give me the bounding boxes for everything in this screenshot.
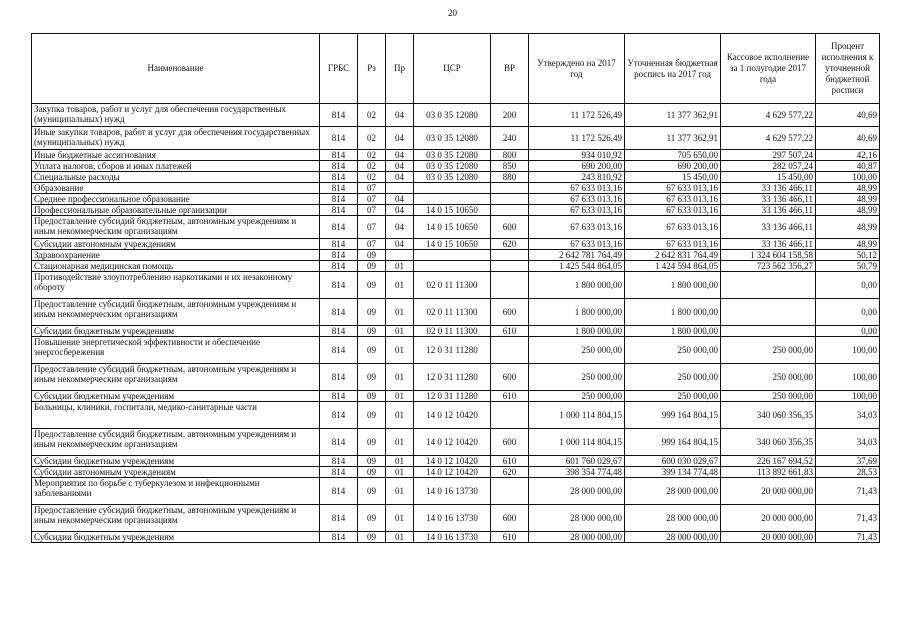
table-row <box>32 364 880 391</box>
cell-csr: 14 0 16 13730 <box>414 532 491 543</box>
cell-name: Повышение энергетической эффективности и обеспечение энергосбережения <box>32 337 320 364</box>
cell-vr: 880 <box>491 172 529 183</box>
cell-vr: 610 <box>491 456 529 467</box>
cell-cash: 20 000 000,00 <box>721 532 816 543</box>
cell-csr: 02 0 11 11300 <box>414 272 491 299</box>
cell-percent: 100,00 <box>816 364 880 391</box>
cell-approved: 28 000 000,00 <box>529 505 625 532</box>
table-row <box>32 532 880 543</box>
cell-refined: 250 000,00 <box>625 337 721 364</box>
cell-csr: 03 0 35 12080 <box>414 150 491 161</box>
table-row <box>32 104 880 127</box>
cell-vr: 850 <box>491 161 529 172</box>
cell-cash: 33 136 466,11 <box>721 194 816 205</box>
cell-name: Закупка товаров, работ и услуг для обеспечения государственных (муниципальных) нужд <box>32 104 320 127</box>
cell-percent: 28,53 <box>816 467 880 478</box>
cell-pr: 01 <box>386 272 414 299</box>
cell-name: Профессиональные образовательные организации <box>32 205 320 216</box>
cell-grbs: 814 <box>320 250 358 261</box>
cell-percent: 37,69 <box>816 456 880 467</box>
cell-percent: 48,99 <box>816 216 880 239</box>
cell-approved: 250 000,00 <box>529 364 625 391</box>
cell-refined: 1 424 594 864,05 <box>625 261 721 272</box>
cell-pr: 01 <box>386 532 414 543</box>
cell-csr: 12 0 31 11280 <box>414 337 491 364</box>
cell-vr <box>491 337 529 364</box>
cell-rz: 09 <box>358 364 386 391</box>
cell-cash: 282 057,24 <box>721 161 816 172</box>
cell-cash: 1 324 604 158,58 <box>721 250 816 261</box>
cell-name: Предоставление субсидий бюджетным, автономным учреждениям и иным некоммерческим организациям <box>32 216 320 239</box>
cell-vr: 610 <box>491 532 529 543</box>
cell-refined: 250 000,00 <box>625 364 721 391</box>
cell-grbs: 814 <box>320 172 358 183</box>
cell-approved: 28 000 000,00 <box>529 532 625 543</box>
cell-grbs: 814 <box>320 391 358 402</box>
cell-csr <box>414 194 491 205</box>
cell-name: Среднее профессиональное образование <box>32 194 320 205</box>
cell-percent: 48,99 <box>816 205 880 216</box>
cell-vr: 200 <box>491 104 529 127</box>
cell-cash: 15 450,00 <box>721 172 816 183</box>
cell-cash: 33 136 466,11 <box>721 205 816 216</box>
cell-percent: 100,00 <box>816 172 880 183</box>
cell-rz: 09 <box>358 261 386 272</box>
cell-refined: 67 633 013,16 <box>625 216 721 239</box>
cell-refined: 28 000 000,00 <box>625 478 721 505</box>
cell-vr <box>491 183 529 194</box>
cell-refined: 1 800 000,00 <box>625 299 721 326</box>
cell-percent: 71,43 <box>816 532 880 543</box>
cell-name: Субсидии автономным учреждениям <box>32 239 320 250</box>
cell-vr: 600 <box>491 505 529 532</box>
cell-rz: 07 <box>358 239 386 250</box>
cell-name: Мероприятия по борьбе с туберкулезом и инфекционными заболеваниями <box>32 478 320 505</box>
cell-percent: 48,99 <box>816 194 880 205</box>
cell-grbs: 814 <box>320 272 358 299</box>
cell-name: Стационарная медицинская помощь <box>32 261 320 272</box>
table-row <box>32 172 880 183</box>
cell-csr: 02 0 11 11300 <box>414 326 491 337</box>
cell-approved: 67 633 013,16 <box>529 183 625 194</box>
cell-approved: 934 010,92 <box>529 150 625 161</box>
cell-refined: 28 000 000,00 <box>625 505 721 532</box>
cell-rz: 09 <box>358 478 386 505</box>
cell-pr: 04 <box>386 216 414 239</box>
cell-csr: 03 0 35 12080 <box>414 104 491 127</box>
cell-percent: 50,79 <box>816 261 880 272</box>
cell-refined: 399 134 774,48 <box>625 467 721 478</box>
cell-refined: 28 000 000,00 <box>625 532 721 543</box>
cell-rz: 09 <box>358 391 386 402</box>
cell-rz: 02 <box>358 150 386 161</box>
cell-vr <box>491 261 529 272</box>
cell-pr: 04 <box>386 172 414 183</box>
cell-percent: 40,87 <box>816 161 880 172</box>
cell-csr: 14 0 15 10650 <box>414 239 491 250</box>
cell-name: Субсидии бюджетным учреждениям <box>32 532 320 543</box>
table-row <box>32 250 880 261</box>
cell-approved: 67 633 013,16 <box>529 216 625 239</box>
cell-pr: 04 <box>386 161 414 172</box>
cell-rz: 09 <box>358 250 386 261</box>
cell-csr: 14 0 12 10420 <box>414 402 491 429</box>
table-row <box>32 216 880 239</box>
cell-approved: 28 000 000,00 <box>529 478 625 505</box>
cell-approved: 601 760 029,67 <box>529 456 625 467</box>
table-row <box>32 239 880 250</box>
cell-pr: 04 <box>386 194 414 205</box>
cell-grbs: 814 <box>320 161 358 172</box>
header-vr: ВР <box>491 34 529 104</box>
cell-percent: 48,99 <box>816 239 880 250</box>
header-pr: Пр <box>386 34 414 104</box>
cell-percent: 0,00 <box>816 326 880 337</box>
cell-pr: 01 <box>386 337 414 364</box>
cell-percent: 42,16 <box>816 150 880 161</box>
cell-approved: 11 172 526,49 <box>529 104 625 127</box>
cell-cash: 33 136 466,11 <box>721 183 816 194</box>
cell-rz: 02 <box>358 172 386 183</box>
table-row <box>32 456 880 467</box>
cell-name: Субсидии бюджетным учреждениям <box>32 456 320 467</box>
cell-pr: 04 <box>386 104 414 127</box>
cell-refined: 999 164 804,15 <box>625 402 721 429</box>
cell-approved: 67 633 013,16 <box>529 239 625 250</box>
cell-name: Специальные расходы <box>32 172 320 183</box>
cell-cash: 226 167 694,52 <box>721 456 816 467</box>
table-row <box>32 127 880 150</box>
cell-cash: 20 000 000,00 <box>721 505 816 532</box>
header-cash: Кассовое исполнение за 1 полугодие 2017 года <box>721 34 816 104</box>
cell-name: Предоставление субсидий бюджетным, автономным учреждениям и иным некоммерческим организациям <box>32 429 320 456</box>
cell-vr: 600 <box>491 364 529 391</box>
cell-approved: 1 800 000,00 <box>529 326 625 337</box>
cell-refined: 1 800 000,00 <box>625 272 721 299</box>
cell-grbs: 814 <box>320 326 358 337</box>
cell-csr: 03 0 35 12080 <box>414 172 491 183</box>
cell-rz: 09 <box>358 532 386 543</box>
cell-vr <box>491 402 529 429</box>
cell-refined: 15 450,00 <box>625 172 721 183</box>
cell-cash: 20 000 000,00 <box>721 478 816 505</box>
header-csr: ЦСР <box>414 34 491 104</box>
cell-rz: 09 <box>358 337 386 364</box>
cell-percent: 40,69 <box>816 127 880 150</box>
cell-approved: 1 000 114 804,15 <box>529 429 625 456</box>
cell-csr <box>414 261 491 272</box>
cell-grbs: 814 <box>320 337 358 364</box>
cell-pr <box>386 183 414 194</box>
cell-pr: 04 <box>386 205 414 216</box>
table-row <box>32 183 880 194</box>
cell-approved: 67 633 013,16 <box>529 194 625 205</box>
cell-pr: 01 <box>386 402 414 429</box>
cell-csr: 14 0 16 13730 <box>414 478 491 505</box>
cell-csr <box>414 250 491 261</box>
cell-approved: 1 800 000,00 <box>529 299 625 326</box>
cell-percent: 40,69 <box>816 104 880 127</box>
cell-percent: 34,03 <box>816 402 880 429</box>
cell-refined: 11 377 362,91 <box>625 104 721 127</box>
cell-csr: 14 0 15 10650 <box>414 205 491 216</box>
cell-grbs: 814 <box>320 150 358 161</box>
table-header-row <box>32 34 880 104</box>
cell-vr: 600 <box>491 216 529 239</box>
cell-csr: 12 0 31 11280 <box>414 364 491 391</box>
cell-grbs: 814 <box>320 216 358 239</box>
cell-name: Предоставление субсидий бюджетным, автономным учреждениям и иным некоммерческим организациям <box>32 364 320 391</box>
cell-cash: 250 000,00 <box>721 364 816 391</box>
cell-name: Иные бюджетные ассигнования <box>32 150 320 161</box>
cell-grbs: 814 <box>320 183 358 194</box>
cell-approved: 243 810,92 <box>529 172 625 183</box>
cell-refined: 690 200,00 <box>625 161 721 172</box>
cell-refined: 11 377 362,91 <box>625 127 721 150</box>
cell-refined: 67 633 013,16 <box>625 194 721 205</box>
table-row <box>32 391 880 402</box>
cell-name: Больницы, клиники, госпитали, медико-санитарные части <box>32 402 320 429</box>
page-number: 20 <box>448 8 457 18</box>
cell-rz: 02 <box>358 104 386 127</box>
cell-approved: 690 200,00 <box>529 161 625 172</box>
cell-grbs: 814 <box>320 194 358 205</box>
header-refined: Уточненная бюджетная роспись на 2017 год <box>625 34 721 104</box>
cell-rz: 09 <box>358 272 386 299</box>
cell-csr: 03 0 35 12080 <box>414 161 491 172</box>
cell-percent: 48,99 <box>816 183 880 194</box>
cell-percent: 100,00 <box>816 337 880 364</box>
cell-percent: 100,00 <box>816 391 880 402</box>
cell-percent: 34,03 <box>816 429 880 456</box>
cell-refined: 67 633 013,16 <box>625 239 721 250</box>
cell-refined: 2 642 831 764,49 <box>625 250 721 261</box>
cell-cash <box>721 326 816 337</box>
table-row <box>32 299 880 326</box>
cell-grbs: 814 <box>320 205 358 216</box>
cell-name: Здравоохранение <box>32 250 320 261</box>
cell-refined: 67 633 013,16 <box>625 205 721 216</box>
cell-grbs: 814 <box>320 532 358 543</box>
cell-name: Образование <box>32 183 320 194</box>
cell-name: Субсидии бюджетным учреждениям <box>32 326 320 337</box>
cell-vr <box>491 194 529 205</box>
cell-pr: 01 <box>386 429 414 456</box>
cell-csr: 14 0 12 10420 <box>414 467 491 478</box>
cell-refined: 1 800 000,00 <box>625 326 721 337</box>
cell-csr: 12 0 31 11280 <box>414 391 491 402</box>
cell-name: Уплата налогов, сборов и иных платежей <box>32 161 320 172</box>
cell-grbs: 814 <box>320 456 358 467</box>
header-percent: Процент исполнения к уточненной бюджетной росписи <box>816 34 880 104</box>
cell-vr: 620 <box>491 239 529 250</box>
cell-cash <box>721 272 816 299</box>
cell-rz: 07 <box>358 183 386 194</box>
cell-vr <box>491 478 529 505</box>
cell-pr: 04 <box>386 150 414 161</box>
cell-name: Субсидии автономным учреждениям <box>32 467 320 478</box>
cell-rz: 09 <box>358 326 386 337</box>
table-row <box>32 402 880 429</box>
header-rz: Рз <box>358 34 386 104</box>
cell-refined: 999 164 804,15 <box>625 429 721 456</box>
header-name: Наименование <box>32 34 320 104</box>
cell-refined: 250 000,00 <box>625 391 721 402</box>
cell-approved: 250 000,00 <box>529 391 625 402</box>
cell-name: Предоставление субсидий бюджетным, автономным учреждениям и иным некоммерческим организациям <box>32 299 320 326</box>
cell-percent: 50,12 <box>816 250 880 261</box>
cell-rz: 09 <box>358 505 386 532</box>
cell-name: Иные закупки товаров, работ и услуг для обеспечения государственных (муниципальных) нужд <box>32 127 320 150</box>
cell-percent: 71,43 <box>816 505 880 532</box>
cell-rz: 07 <box>358 205 386 216</box>
cell-csr: 02 0 11 11300 <box>414 299 491 326</box>
cell-approved: 250 000,00 <box>529 337 625 364</box>
cell-percent: 0,00 <box>816 272 880 299</box>
cell-approved: 67 633 013,16 <box>529 205 625 216</box>
cell-approved: 2 642 781 764,49 <box>529 250 625 261</box>
cell-grbs: 814 <box>320 127 358 150</box>
cell-cash: 33 136 466,11 <box>721 216 816 239</box>
table-row <box>32 272 880 299</box>
cell-vr: 800 <box>491 150 529 161</box>
cell-pr: 01 <box>386 364 414 391</box>
cell-csr: 14 0 16 13730 <box>414 505 491 532</box>
cell-name: Предоставление субсидий бюджетным, автономным учреждениям и иным некоммерческим организациям <box>32 505 320 532</box>
cell-vr: 610 <box>491 326 529 337</box>
table-row <box>32 194 880 205</box>
cell-rz: 02 <box>358 127 386 150</box>
cell-cash: 33 136 466,11 <box>721 239 816 250</box>
table-row <box>32 261 880 272</box>
cell-grbs: 814 <box>320 364 358 391</box>
cell-pr: 04 <box>386 239 414 250</box>
cell-grbs: 814 <box>320 467 358 478</box>
table-row <box>32 205 880 216</box>
cell-rz: 09 <box>358 456 386 467</box>
cell-pr: 04 <box>386 127 414 150</box>
cell-grbs: 814 <box>320 104 358 127</box>
cell-vr: 600 <box>491 299 529 326</box>
cell-refined: 705 650,00 <box>625 150 721 161</box>
table-row <box>32 505 880 532</box>
cell-grbs: 814 <box>320 402 358 429</box>
cell-approved: 1 800 000,00 <box>529 272 625 299</box>
header-grbs: ГРБС <box>320 34 358 104</box>
cell-name: Субсидии бюджетным учреждениям <box>32 391 320 402</box>
cell-csr: 14 0 12 10420 <box>414 456 491 467</box>
cell-pr: 01 <box>386 505 414 532</box>
table-row <box>32 429 880 456</box>
cell-grbs: 814 <box>320 505 358 532</box>
cell-pr: 01 <box>386 326 414 337</box>
cell-cash: 113 892 661,83 <box>721 467 816 478</box>
table-row <box>32 161 880 172</box>
cell-rz: 09 <box>358 429 386 456</box>
cell-rz: 09 <box>358 467 386 478</box>
cell-pr: 01 <box>386 467 414 478</box>
cell-vr: 240 <box>491 127 529 150</box>
cell-pr: 01 <box>386 391 414 402</box>
cell-grbs: 814 <box>320 239 358 250</box>
cell-cash: 340 060 356,35 <box>721 429 816 456</box>
cell-rz: 02 <box>358 161 386 172</box>
cell-rz: 07 <box>358 194 386 205</box>
table-row <box>32 337 880 364</box>
cell-vr: 620 <box>491 467 529 478</box>
cell-pr: 01 <box>386 456 414 467</box>
cell-cash: 340 060 356,35 <box>721 402 816 429</box>
cell-cash <box>721 299 816 326</box>
cell-vr <box>491 205 529 216</box>
cell-approved: 11 172 526,49 <box>529 127 625 150</box>
table-row <box>32 467 880 478</box>
cell-grbs: 814 <box>320 429 358 456</box>
cell-csr: 14 0 12 10420 <box>414 429 491 456</box>
cell-refined: 600 030 029,67 <box>625 456 721 467</box>
cell-grbs: 814 <box>320 261 358 272</box>
table-row <box>32 326 880 337</box>
cell-percent: 0,00 <box>816 299 880 326</box>
cell-pr: 01 <box>386 478 414 505</box>
cell-vr: 610 <box>491 391 529 402</box>
cell-pr <box>386 250 414 261</box>
cell-cash: 297 507,24 <box>721 150 816 161</box>
cell-cash: 4 629 577,22 <box>721 104 816 127</box>
cell-pr: 01 <box>386 261 414 272</box>
cell-cash: 723 562 356,27 <box>721 261 816 272</box>
table-row <box>32 478 880 505</box>
cell-rz: 07 <box>358 216 386 239</box>
cell-grbs: 814 <box>320 299 358 326</box>
cell-vr: 600 <box>491 429 529 456</box>
cell-csr: 14 0 15 10650 <box>414 216 491 239</box>
cell-name: Противодействие злоупотреблению наркотиками и их незаконному обороту <box>32 272 320 299</box>
cell-cash: 250 000,00 <box>721 391 816 402</box>
cell-grbs: 814 <box>320 478 358 505</box>
cell-rz: 09 <box>358 402 386 429</box>
cell-percent: 71,43 <box>816 478 880 505</box>
table-row <box>32 150 880 161</box>
cell-pr: 01 <box>386 299 414 326</box>
cell-approved: 1 000 114 804,15 <box>529 402 625 429</box>
cell-vr <box>491 272 529 299</box>
cell-approved: 398 354 774,48 <box>529 467 625 478</box>
header-approved: Утверждено на 2017 год <box>529 34 625 104</box>
cell-cash: 250 000,00 <box>721 337 816 364</box>
cell-csr <box>414 183 491 194</box>
cell-csr: 03 0 35 12080 <box>414 127 491 150</box>
cell-refined: 67 633 013,16 <box>625 183 721 194</box>
cell-rz: 09 <box>358 299 386 326</box>
cell-approved: 1 425 544 864,05 <box>529 261 625 272</box>
cell-cash: 4 629 577,22 <box>721 127 816 150</box>
budget-table <box>31 33 880 543</box>
cell-vr <box>491 250 529 261</box>
